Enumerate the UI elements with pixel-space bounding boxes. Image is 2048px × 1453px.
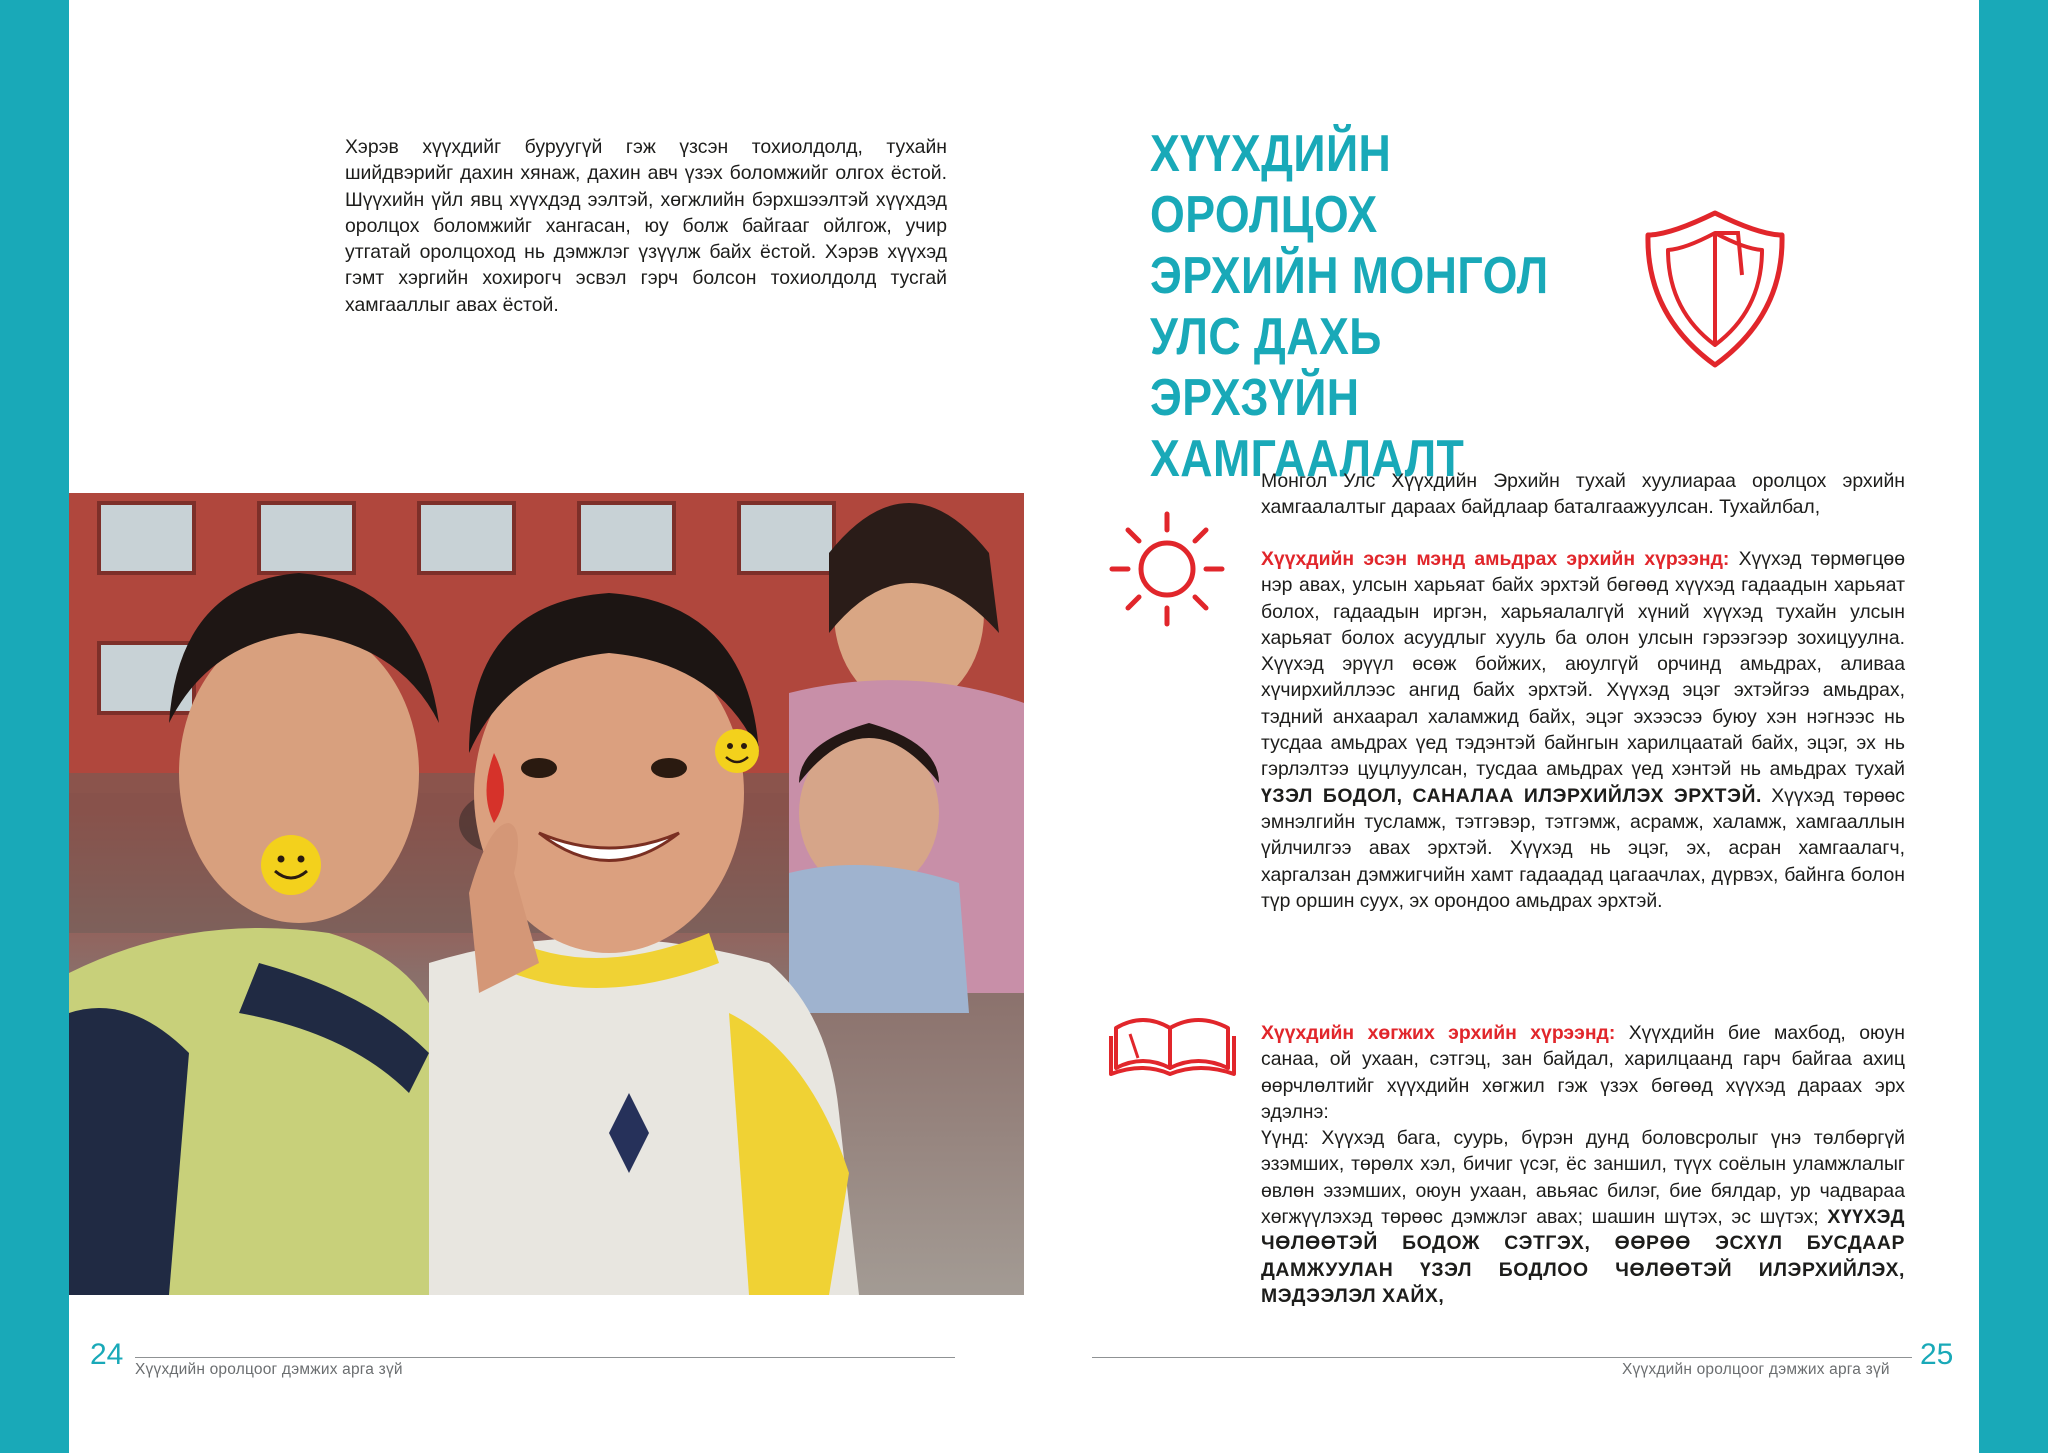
- children-photo-illustration: [69, 493, 1024, 1295]
- development-rights-text-b: Үүнд: Хүүхэд бага, суурь, бүрэн дунд боловсролыг үнэ төлбөргүй эзэмших, төрөлх хэл, бичиг үсэг, ёс заншил, түүх соёлын уламжлалыг өвлөн эзэмших, оюун ухаан, авьяас билэг, бие бялдар, ур чадвараа хөгжүүлэхэд төрөөс дэмжлэг авах; шашин шүтэх, эс шүтэх;: [1261, 1127, 1905, 1229]
- section-title-line-2: ЭРХИЙН МОНГОЛ: [1150, 247, 1549, 305]
- left-edge-band: [0, 0, 69, 1453]
- book-icon: [1108, 1006, 1238, 1078]
- sun-icon: [1108, 510, 1226, 628]
- section-title-line-4: ХАМГААЛАЛТ: [1150, 430, 1465, 488]
- health-rights-text-a: Хүүхэд төрмөгцөө нэр авах, улсын харьяат байх эрхтэй бөгөөд хүүхэд гадаадын харьяат болох, гадаадын иргэн, харьяалалгүй хүний хүүхэд тухайн улсын харьяат болох асуудлыг хууль ба олон улсын гэрээгээр зохицуулна. Хүүхэд эрүүл өсөж бойжих, аюулгүй орчинд амьдрах, аливаа хүчирхийллээс ангид байх эрхтэй. Хүүхэд эцэг эхтэйгээ амьдрах, тэдний анхаарал халамжид байх, эцэг эхээсээ буюу хэн нэгнээс нь тусдаа амьдрах үед тэдэнтэй байнгын харилцаатай байх, эцэг, эх нь гэрлэлтээ цуцлуулсан, тусдаа амьдрах үед хэнтэй нь амьдрах тухай: [1261, 548, 1906, 781]
- right-edge-band: [1979, 0, 2048, 1453]
- intro-paragraph: Монгол Улс Хүүхдийн Эрхийн тухай хуулиараа оролцох эрхийн хамгаалалтыг дараах байдлаар баталгаажуулсан. Тухайлбал,: [1261, 470, 1905, 519]
- development-rights-paragraph: [1261, 1020, 1905, 1309]
- page-number-left: 24: [90, 1338, 124, 1371]
- footer-divider-left: [135, 1357, 955, 1358]
- left-top-paragraph: Хэрэв хүүхдийг буруугүй гэж үзсэн тохиолдолд, тухайн шийдвэрийг дахин хянаж, дахин авч үзэх боломжийг олгох ёстой. Шүүхийн үйл явц хүүхдэд ээлтэй, хөгжлийн бэрхшээлтэй хүүхдэд оролцох боломжийг хангасан, юу болж байгааг ойлгож, учир утгатай оролцоход нь дэмжлэг үзүүлж байх ёстой. Хэрэв хүүхэд гэмт хэргийн хохирогч эсвэл гэрч болсон тохиолдолд тусгай хамгааллыг авах ёстой.: [345, 136, 947, 316]
- footer-divider-right: [1092, 1357, 1912, 1358]
- section-title-line-1: ХҮҮХДИЙН ОРОЛЦОХ: [1150, 125, 1392, 244]
- page-number-right: 25: [1920, 1338, 1954, 1371]
- footer-caption-left: Хүүхдийн оролцоог дэмжих арга зүй: [135, 1361, 403, 1378]
- section-title: [1150, 124, 1597, 490]
- section-title-line-3: УЛС ДАХЬ ЭРХЗҮЙН: [1150, 308, 1382, 427]
- health-rights-text-b: Хүүхэд төрөөс эмнэлгийн тусламж, тэтгэвэр, тэтгэмж, асрамж, халамж, хамгааллын үйлчилгээ авах эрхтэй. Хүүхэд нь эцэг, эх, асран хамгаалагч, харгалзан дэмжигчийн хамт гадаадад цагаачлах, дүрвэх, байнга болон түр оршин суух, эх орондоо амьдрах эрхтэй.: [1261, 784, 1905, 912]
- footer-caption-right: Хүүхдийн оролцоог дэмжих арга зүй: [1622, 1361, 1890, 1378]
- children-photo: [69, 493, 1024, 1295]
- development-rights-heading: Хүүхдийн хөгжих эрхийн хүрээнд:: [1261, 1022, 1616, 1044]
- health-rights-heading: Хүүхдийн эсэн мэнд амьдрах эрхийн хүрээнд:: [1261, 548, 1730, 570]
- shield-icon: [1640, 205, 1790, 375]
- health-rights-emphasis: ҮЗЭЛ БОДОЛ, САНАЛАА ИЛЭРХИЙЛЭХ ЭРХТЭЙ.: [1261, 784, 1762, 807]
- development-rights-emphasis: ХҮҮХЭД ЧӨЛӨӨТЭЙ БОДОЖ СЭТГЭХ, ӨӨРӨӨ ЭСХҮЛ БУСДААР ДАМЖУУЛАН ҮЗЭЛ БОДЛОО ЧӨЛӨӨТЭЙ ИЛЭРХИЙЛЭХ, МЭДЭЭЛЭЛ ХАЙХ,: [1261, 1206, 1905, 1307]
- development-rights-text-a: Хүүхдийн бие махбод, оюун санаа, ой ухаан, сэтгэц, зан байдал, харилцаанд гарч байгаа ахиц өөрчлөлтийг хүүхдийн хөгжил гэж үзэх бөгөөд хүүхэд дараах эрх эдэлнэ:: [1261, 1022, 1905, 1123]
- health-rights-paragraph: [1261, 546, 1905, 914]
